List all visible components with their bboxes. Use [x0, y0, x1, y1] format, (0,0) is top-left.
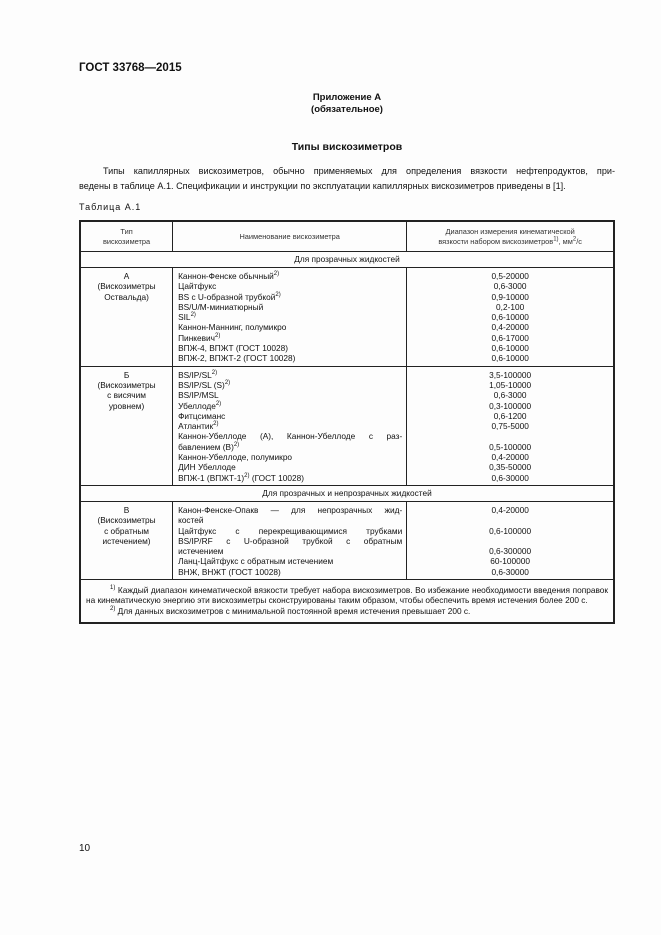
names-cell-b: BS/IP/SL$^{2)}$ BS/IP/SL $(S)^{2)}$ BS/IP/MSL Убеллоде$^{2)}$ Фитцсиманс Атлантик$^{2)}$ Каннон-Убеллоде (А), Каннон-Убеллоде с раз- бавлением $(В)^{2)}$ Каннон-Убеллоде, полумикро ДИН Убеллоде ВПЖ-1 (ВПЖТ-1)$^{2)}$ (ГОСТ 10028)	[173, 366, 407, 485]
intro-line-2: ведены в таблице А.1. Спецификации и инструкции по эксплуатации капиллярных вискозиметров приведены в [1].	[79, 181, 566, 191]
intro-line-1: Типы капиллярных вискозиметров, обычно применяемых для определения вязкости нефтепродуктов, при-	[103, 166, 615, 176]
table-row	[80, 501, 614, 579]
names-cell-a: Каннон-Фенске обычный$^{2)}$ Цайтфукс BS с U-образной трубкой$^{2)}$ BS/U/M-миниатюрный SIL$^{2)}$ Каннон-Маннинг, полумикро Пинкевич$^{2)}$ ВПЖ-4, ВПЖТ (ГОСТ 10028) ВПЖ-2, ВПЖТ-2 (ГОСТ 10028)	[173, 268, 407, 367]
names-cell-v: Канон-Фенске-Опакв — для непрозрачных жид- костей Цайтфукс с перекрещивающимися трубками BS/IP/RF с U-образной трубкой с обратным истечением Ланц-Цайтфукс с обратным истечением ВНЖ, ВНЖТ (ГОСТ 10028)	[173, 501, 407, 579]
type-cell-b: Б (Вискозиметры с висячим уровнем)	[80, 366, 173, 485]
footnote-1: $^{1)}$ Каждый диапазон кинематической вязкости требует набора вискозиметров. Во избежание необходимости введения поправок на кинематическую энергию эти вискозиметры сконструированы таким образом, чтобы обеспечить время истечения более 200 с.	[86, 585, 608, 606]
appendix-title: Приложение А	[312, 92, 382, 103]
section-title: Типы вискозиметров	[291, 141, 403, 153]
section-row	[80, 252, 614, 268]
type-cell-v: В (Вискозиметры с обратным истечением)	[80, 501, 173, 579]
table-notes	[80, 580, 614, 623]
section-title-opaque: Для прозрачных и непрозрачных жидкостей	[80, 485, 614, 501]
standard-designation: ГОСТ 33768—2015	[79, 62, 182, 74]
ranges-cell-v: 0,4-20000 0,6-100000 0,6-300000 60-100000 0,6-30000	[407, 501, 614, 579]
ranges-cell-b: 3,5-100000 1,05-10000 0,6-3000 0,3-100000 0,6-1200 0,75-5000 0,5-100000 0,4-20000 0,35-50000 0,6-30000	[407, 366, 614, 485]
ranges-cell-a: 0,5-20000 0,6-3000 0,9-10000 0,2-100 0,6-10000 0,4-20000 0,6-17000 0,6-10000 0,6-10000	[407, 268, 614, 367]
notes-row	[80, 580, 614, 623]
header-range: Диапазон измерения кинематической вязкости набором вискозиметров$^{1)}$, $мм^2/с$	[407, 221, 614, 252]
page-number: 10	[79, 843, 91, 854]
header-type: Тип вискозиметра	[80, 221, 173, 252]
section-row	[80, 485, 614, 501]
section-title-transparent: Для прозрачных жидкостей	[80, 252, 614, 268]
table-row	[80, 366, 614, 485]
appendix-status: (обязательное)	[311, 104, 383, 115]
type-cell-a: А (Вискозиметры Оствальда)	[80, 268, 173, 367]
viscometer-table	[79, 220, 615, 624]
intro-paragraph	[79, 164, 615, 194]
header-name: Наименование вискозиметра	[173, 221, 407, 252]
footnote-2: $^{2)}$ Для данных вискозиметров с минимальной постоянной время истечения превышает 200 с.	[110, 605, 471, 616]
table-header-row	[80, 221, 614, 252]
table-row	[80, 268, 614, 367]
table-caption: Таблица А.1	[79, 202, 142, 212]
